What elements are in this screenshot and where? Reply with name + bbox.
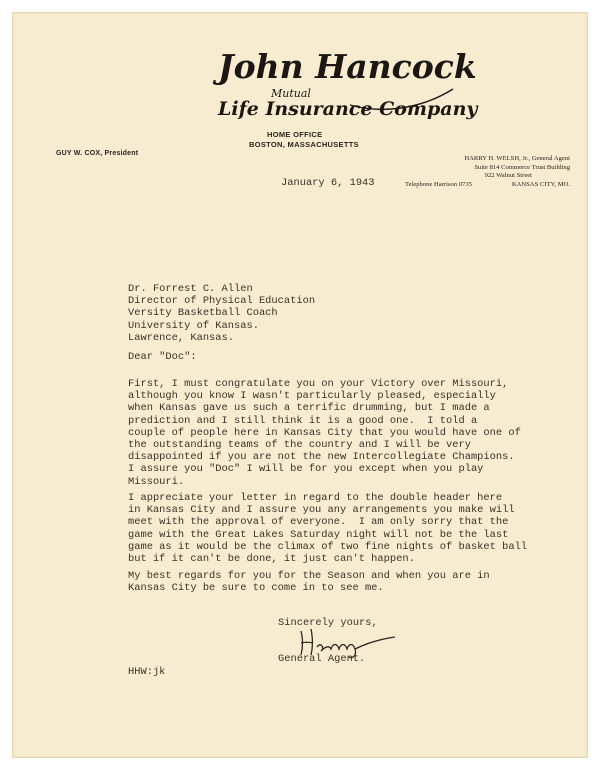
logo-mutual-text: Mutual [271, 87, 311, 100]
agent-suite: Suite 814 Commerce Trust Building [474, 163, 570, 171]
address-line: University of Kansas. [128, 319, 259, 332]
logo-subtitle: Life Insurance Company [218, 98, 478, 120]
address-line: Lawrence, Kansas. [128, 331, 235, 344]
company-logo [188, 43, 478, 123]
home-office-label: HOME OFFICE [267, 130, 323, 139]
letter-date: January 6, 1943 [281, 177, 375, 189]
president-line: GUY W. COX, President [56, 150, 139, 157]
paragraph-1: First, I must congratulate you on your Victory over Missouri, although you know I wasn't particularly pleased, especially when Kansas gave us such a terrific drumming, but I made a prediction and I still think it is a good one. I told a couple of people here in Kansas City that you would have one of the outstanding teams of the country and I will be very disappointed if you are not the new Intercollegiate Champions. I assure you "Doc" I will be for you except when you play Missouri. [128, 378, 521, 488]
home-office-city: BOSTON, MASSACHUSETTS [249, 140, 359, 149]
address-line: Dr. Forrest C. Allen [128, 283, 253, 295]
paragraph-2: I appreciate your letter in regard to the double header here in Kansas City and I assure you any arrangements you make will meet with the approval of everyone. I am only sorry that the game with the Great Lakes Saturday night will not be the last game as it would be the climax of two fine nights of basket ball but if it can't be done, it just can't happen. [128, 492, 528, 566]
closing: Sincerely yours, [278, 617, 378, 629]
logo-script-text: John Hancock [218, 47, 477, 86]
letter-page [12, 12, 588, 758]
agent-phone: Telephone Harrison 0735 [405, 180, 472, 188]
inside-address [128, 283, 315, 344]
signer-title: General Agent. [278, 653, 366, 665]
paragraph-3: My best regards for you for the Season and when you are in Kansas City be sure to come in to see me. [128, 570, 490, 595]
agent-city: KANSAS CITY, MO. [511, 180, 570, 188]
agent-block [405, 155, 570, 189]
home-office-block [249, 130, 389, 150]
address-line: Director of Physical Education [128, 295, 316, 308]
salutation: Dear "Doc": [128, 351, 197, 363]
address-line: Versity Basketball Coach [128, 307, 278, 320]
agent-name: HARRY H. WELSH, Jr., General Agent [464, 155, 570, 162]
agent-street: 922 Walnut Street [484, 172, 532, 180]
typist-initials: HHW:jk [128, 666, 166, 678]
agent-phone-row [405, 181, 570, 190]
